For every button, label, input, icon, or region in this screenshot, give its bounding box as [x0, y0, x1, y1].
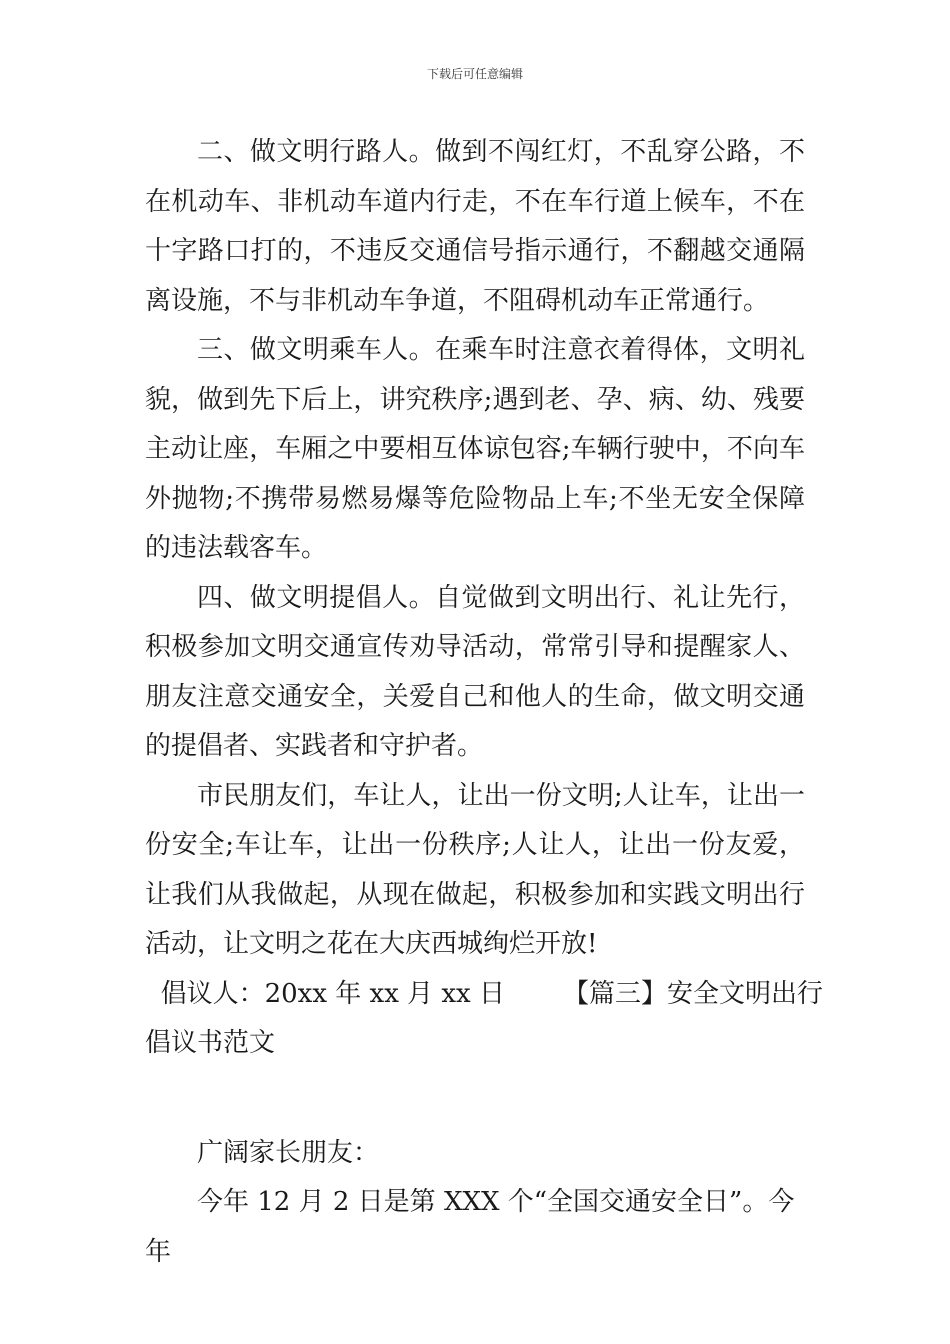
section-title: 【篇三】安全文明出行 [562, 978, 823, 1009]
document-body [145, 128, 823, 1277]
paragraph-passenger: 三、做文明乘车人。在乘车时注意衣着得体，文明礼貌，做到先下后上，讲究秩序;遇到老、孕、病、幼、残要主动让座，车厢之中要相互体谅包容;车辆行驶中，不向车外抛物;不携带易燃易爆等危险物品上车;不坐无安全保障的违法载客车。 [145, 335, 805, 563]
blank-spacer [145, 1069, 805, 1129]
paragraph-citizens: 市民朋友们，车让人，让出一份文明;人让车，让出一份安全;车让车，让出一份秩序;人让人，让出一份友爱，让我们从我做起，从现在做起，积极参加和实践文明出行活动，让文明之花在大庆西城绚烂开放! [145, 780, 805, 959]
paragraph-safety-day: 今年 12 月 2 日是第 XXX 个“全国交通安全日”。今年 [145, 1187, 795, 1267]
paragraph-advocate: 四、做文明提倡人。自觉做到文明出行、礼让先行，积极参加文明交通宣传劝导活动，常常引导和提醒家人、朋友注意交通安全，关爱自己和他人的生命，做文明交通的提倡者、实践者和守护者。 [145, 582, 805, 761]
paragraph-walker: 二、做文明行路人。做到不闯红灯，不乱穿公路，不在机动车、非机动车道内行走，不在车行道上候车，不在十字路口打的，不违反交通信号指示通行，不翻越交通隔离设施，不与非机动车争道，不阻碍机动车正常通行。 [145, 137, 805, 316]
page-header: 下载后可任意编辑 [426, 67, 523, 81]
salutation: 广阔家长朋友： [197, 1137, 380, 1168]
signature-line [145, 970, 823, 1020]
section-title-continued: 倡议书范文 [145, 1028, 276, 1058]
signature: 倡议人：20xx 年 xx 月 xx 日 [160, 978, 505, 1009]
